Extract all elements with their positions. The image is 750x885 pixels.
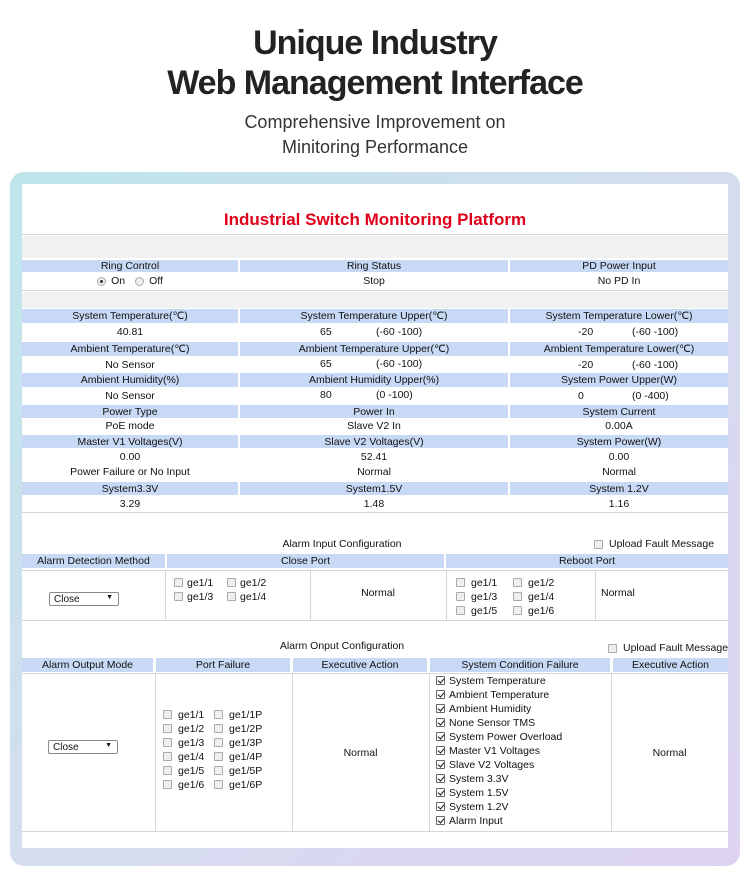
port-failure-label: ge1/4P <box>229 751 263 763</box>
alarm-output-title: Alarm Onput Configuration <box>279 640 405 652</box>
reboot-port-label: ge1/1 <box>471 577 498 589</box>
pd-power-header: PD Power Input <box>510 260 728 272</box>
condition-label: Master V1 Voltages <box>449 745 541 757</box>
v12-value: 1.16 <box>608 498 630 510</box>
port-failure-checkbox[interactable] <box>163 738 172 747</box>
close-port-status: Normal <box>361 587 395 599</box>
v15-value: 1.48 <box>363 498 385 510</box>
reboot-port-checkbox[interactable] <box>513 592 522 601</box>
chevron-down-icon: ▼ <box>106 594 113 601</box>
port-failure-checkbox[interactable] <box>214 724 223 733</box>
power-failure-status: Normal <box>602 466 636 478</box>
condition-label: System Temperature <box>449 675 546 687</box>
amb-temp-upper-range: (-60 -100) <box>376 358 423 370</box>
port-failure-label: ge1/5P <box>229 765 263 777</box>
port-failure-label: ge1/6 <box>178 779 205 791</box>
power-upper-range: (0 -400) <box>632 390 669 402</box>
system-current-header: System Current <box>510 405 728 418</box>
reboot-port-checkbox[interactable] <box>456 578 465 587</box>
hero-title-line2: Web Management Interface <box>167 64 583 102</box>
close-port-checkbox[interactable] <box>227 592 236 601</box>
condition-checkbox[interactable] <box>436 704 445 713</box>
alarm-input-title: Alarm Input Configuration <box>282 538 402 550</box>
alarm-detection-value: Close <box>54 593 80 605</box>
condition-label: Ambient Temperature <box>449 689 550 701</box>
close-port-header: Close Port <box>167 554 444 568</box>
condition-label: Slave V2 Voltages <box>449 759 535 771</box>
ring-control-header: Ring Control <box>22 260 238 272</box>
port-failure-label: ge1/1 <box>178 709 205 721</box>
v12-header: System 1.2V <box>510 482 728 495</box>
power-upper-input[interactable]: 0 <box>578 390 584 402</box>
upload-fault-label-in: Upload Fault Message <box>609 538 715 550</box>
close-port-checkbox[interactable] <box>227 578 236 587</box>
close-port-checkbox[interactable] <box>174 592 183 601</box>
close-port-list <box>174 576 266 604</box>
reboot-port-label: ge1/3 <box>471 591 498 603</box>
v1-header: Master V1 Voltages(V) <box>22 435 238 448</box>
port-failure-checkbox[interactable] <box>214 780 223 789</box>
sys-temp-header: System Temperature(℃) <box>22 309 238 323</box>
amb-temp-lower-header: Ambient Temperature Lower(℃) <box>510 342 728 356</box>
system-condition-failure-header: System Condition Failure <box>430 658 610 672</box>
condition-checkbox[interactable] <box>436 718 445 727</box>
port-failure-checkbox[interactable] <box>163 710 172 719</box>
reboot-port-label: ge1/5 <box>471 605 498 617</box>
condition-checkbox[interactable] <box>436 690 445 699</box>
power-type-value: PoE mode <box>105 420 155 432</box>
power-upper-header: System Power Upper(W) <box>510 373 728 387</box>
ring-status-header: Ring Status <box>240 260 508 272</box>
sys-temp-upper-header: System Temperature Upper(℃) <box>240 309 508 323</box>
condition-checkbox[interactable] <box>436 802 445 811</box>
port-failure-label: ge1/1P <box>229 709 263 721</box>
v2-header: Slave V2 Voltages(V) <box>240 435 508 448</box>
close-port-checkbox[interactable] <box>174 578 183 587</box>
alarm-detection-select[interactable] <box>49 592 119 606</box>
upload-fault-label-out: Upload Fault Message <box>623 642 728 654</box>
condition-label: System 1.2V <box>449 801 509 813</box>
humidity-value: No Sensor <box>105 390 155 402</box>
alarm-output-mode-select[interactable] <box>48 740 118 754</box>
reboot-port-label: ge1/6 <box>528 605 555 617</box>
condition-checkbox[interactable] <box>436 788 445 797</box>
monitoring-panel <box>22 184 728 848</box>
v33-header: System3.3V <box>22 482 238 495</box>
ring-on-label: On <box>111 275 126 287</box>
port-failure-header: Port Failure <box>156 658 290 672</box>
port-failure-label: ge1/3P <box>229 737 263 749</box>
power-in-value: Slave V2 In <box>347 420 401 432</box>
reboot-port-list <box>456 576 554 618</box>
ring-off-label: Off <box>149 275 163 287</box>
sys-temp-upper-input[interactable]: 65 <box>320 326 332 338</box>
port-failure-checkbox[interactable] <box>163 780 172 789</box>
close-port-label: ge1/2 <box>240 577 267 589</box>
port-failure-checkbox[interactable] <box>214 766 223 775</box>
v33-value: 3.29 <box>119 498 141 510</box>
sys-temp-upper-range: (-60 -100) <box>376 326 423 338</box>
condition-label: Ambient Humidity <box>449 703 532 715</box>
ring-off-radio[interactable] <box>135 277 144 286</box>
amb-temp-upper-input[interactable]: 65 <box>320 358 332 370</box>
hero-subtitle-line2: Minitoring Performance <box>281 137 469 157</box>
hero-title-line1: Unique Industry <box>253 24 497 62</box>
condition-checkbox[interactable] <box>436 774 445 783</box>
reboot-port-status: Normal <box>601 587 635 599</box>
port-failure-label: ge1/4 <box>178 751 205 763</box>
executive-action-header-1: Executive Action <box>293 658 427 672</box>
alarm-output-mode-header: Alarm Output Mode <box>22 658 153 672</box>
sys-temp-lower-input[interactable]: -20 <box>578 326 594 338</box>
ring-status-value: Stop <box>363 275 385 287</box>
reboot-port-checkbox[interactable] <box>513 578 522 587</box>
amb-temp-lower-input[interactable]: -20 <box>578 359 594 371</box>
amb-temp-value: No Sensor <box>105 359 155 371</box>
amb-temp-upper-header: Ambient Temperature Upper(℃) <box>240 342 508 356</box>
port-failure-checkbox[interactable] <box>214 710 223 719</box>
condition-label: Alarm Input <box>449 815 503 827</box>
upload-fault-checkbox-in[interactable] <box>594 540 603 549</box>
reboot-port-checkbox[interactable] <box>513 606 522 615</box>
reboot-port-header: Reboot Port <box>446 554 728 568</box>
condition-checkbox[interactable] <box>436 746 445 755</box>
chevron-down-icon: ▼ <box>105 742 112 749</box>
ring-control-radios <box>22 274 238 288</box>
reboot-port-checkbox[interactable] <box>456 606 465 615</box>
reboot-port-label: ge1/4 <box>528 591 555 603</box>
port-failure-checkbox[interactable] <box>214 738 223 747</box>
condition-label: System Power Overload <box>449 731 563 743</box>
hero-subtitle-line1: Comprehensive Improvement on <box>244 112 506 132</box>
port-failure-checkbox[interactable] <box>163 766 172 775</box>
sys-temp-lower-header: System Temperature Lower(℃) <box>510 309 728 323</box>
condition-label: System 3.3V <box>449 773 509 785</box>
power-type-header: Power Type <box>22 405 238 418</box>
power-in-header: Power In <box>240 405 508 418</box>
sys-temp-lower-range: (-60 -100) <box>632 326 679 338</box>
humidity-upper-header: Ambient Humidity Upper(%) <box>240 373 508 387</box>
close-port-label: ge1/4 <box>240 591 267 603</box>
reboot-port-checkbox[interactable] <box>456 592 465 601</box>
condition-checkbox[interactable] <box>436 816 445 825</box>
close-port-label: ge1/3 <box>187 591 214 603</box>
alarm-detection-header: Alarm Detection Method <box>22 554 165 568</box>
port-failure-checkbox[interactable] <box>214 752 223 761</box>
port-failure-label: ge1/2P <box>229 723 263 735</box>
port-failure-label: ge1/2 <box>178 723 205 735</box>
humidity-header: Ambient Humidity(%) <box>22 373 238 387</box>
alarm-output-mode-value: Close <box>53 741 79 753</box>
executive-action-value-2: Normal <box>652 747 687 759</box>
condition-checkbox[interactable] <box>436 732 445 741</box>
port-failure-checkbox[interactable] <box>163 724 172 733</box>
executive-action-value-1: Normal <box>343 747 378 759</box>
sys-temp-value: 40.81 <box>116 326 144 338</box>
system-condition-list <box>436 674 562 828</box>
system-power-header: System Power(W) <box>510 435 728 448</box>
ring-on-radio[interactable] <box>97 277 106 286</box>
port-failure-checkbox[interactable] <box>163 752 172 761</box>
v1-value: 0.00 <box>119 451 141 463</box>
close-port-label: ge1/1 <box>187 577 214 589</box>
humidity-upper-range: (0 -100) <box>376 389 413 401</box>
v15-header: System1.5V <box>240 482 508 495</box>
port-failure-list <box>163 708 262 792</box>
amb-temp-lower-range: (-60 -100) <box>632 359 679 371</box>
power-failure-label: Power Failure or No Input <box>70 466 190 478</box>
platform-title: Industrial Switch Monitoring Platform <box>223 210 527 229</box>
executive-action-header-2: Executive Action <box>613 658 728 672</box>
port-failure-label: ge1/5 <box>178 765 205 777</box>
condition-checkbox[interactable] <box>436 760 445 769</box>
pd-power-value: No PD In <box>597 275 641 287</box>
condition-checkbox[interactable] <box>436 676 445 685</box>
port-failure-label: ge1/3 <box>178 737 205 749</box>
humidity-upper-input[interactable]: 80 <box>320 389 332 401</box>
condition-label: System 1.5V <box>449 787 509 799</box>
reboot-port-label: ge1/2 <box>528 577 555 589</box>
v2-failure-status: Normal <box>357 466 391 478</box>
system-current-value: 0.00A <box>605 420 633 432</box>
system-power-value: 0.00 <box>608 451 630 463</box>
condition-label: None Sensor TMS <box>449 717 536 729</box>
amb-temp-header: Ambient Temperature(℃) <box>22 342 238 356</box>
v2-value: 52.41 <box>360 451 388 463</box>
upload-fault-checkbox-out[interactable] <box>608 644 617 653</box>
port-failure-label: ge1/6P <box>229 779 263 791</box>
